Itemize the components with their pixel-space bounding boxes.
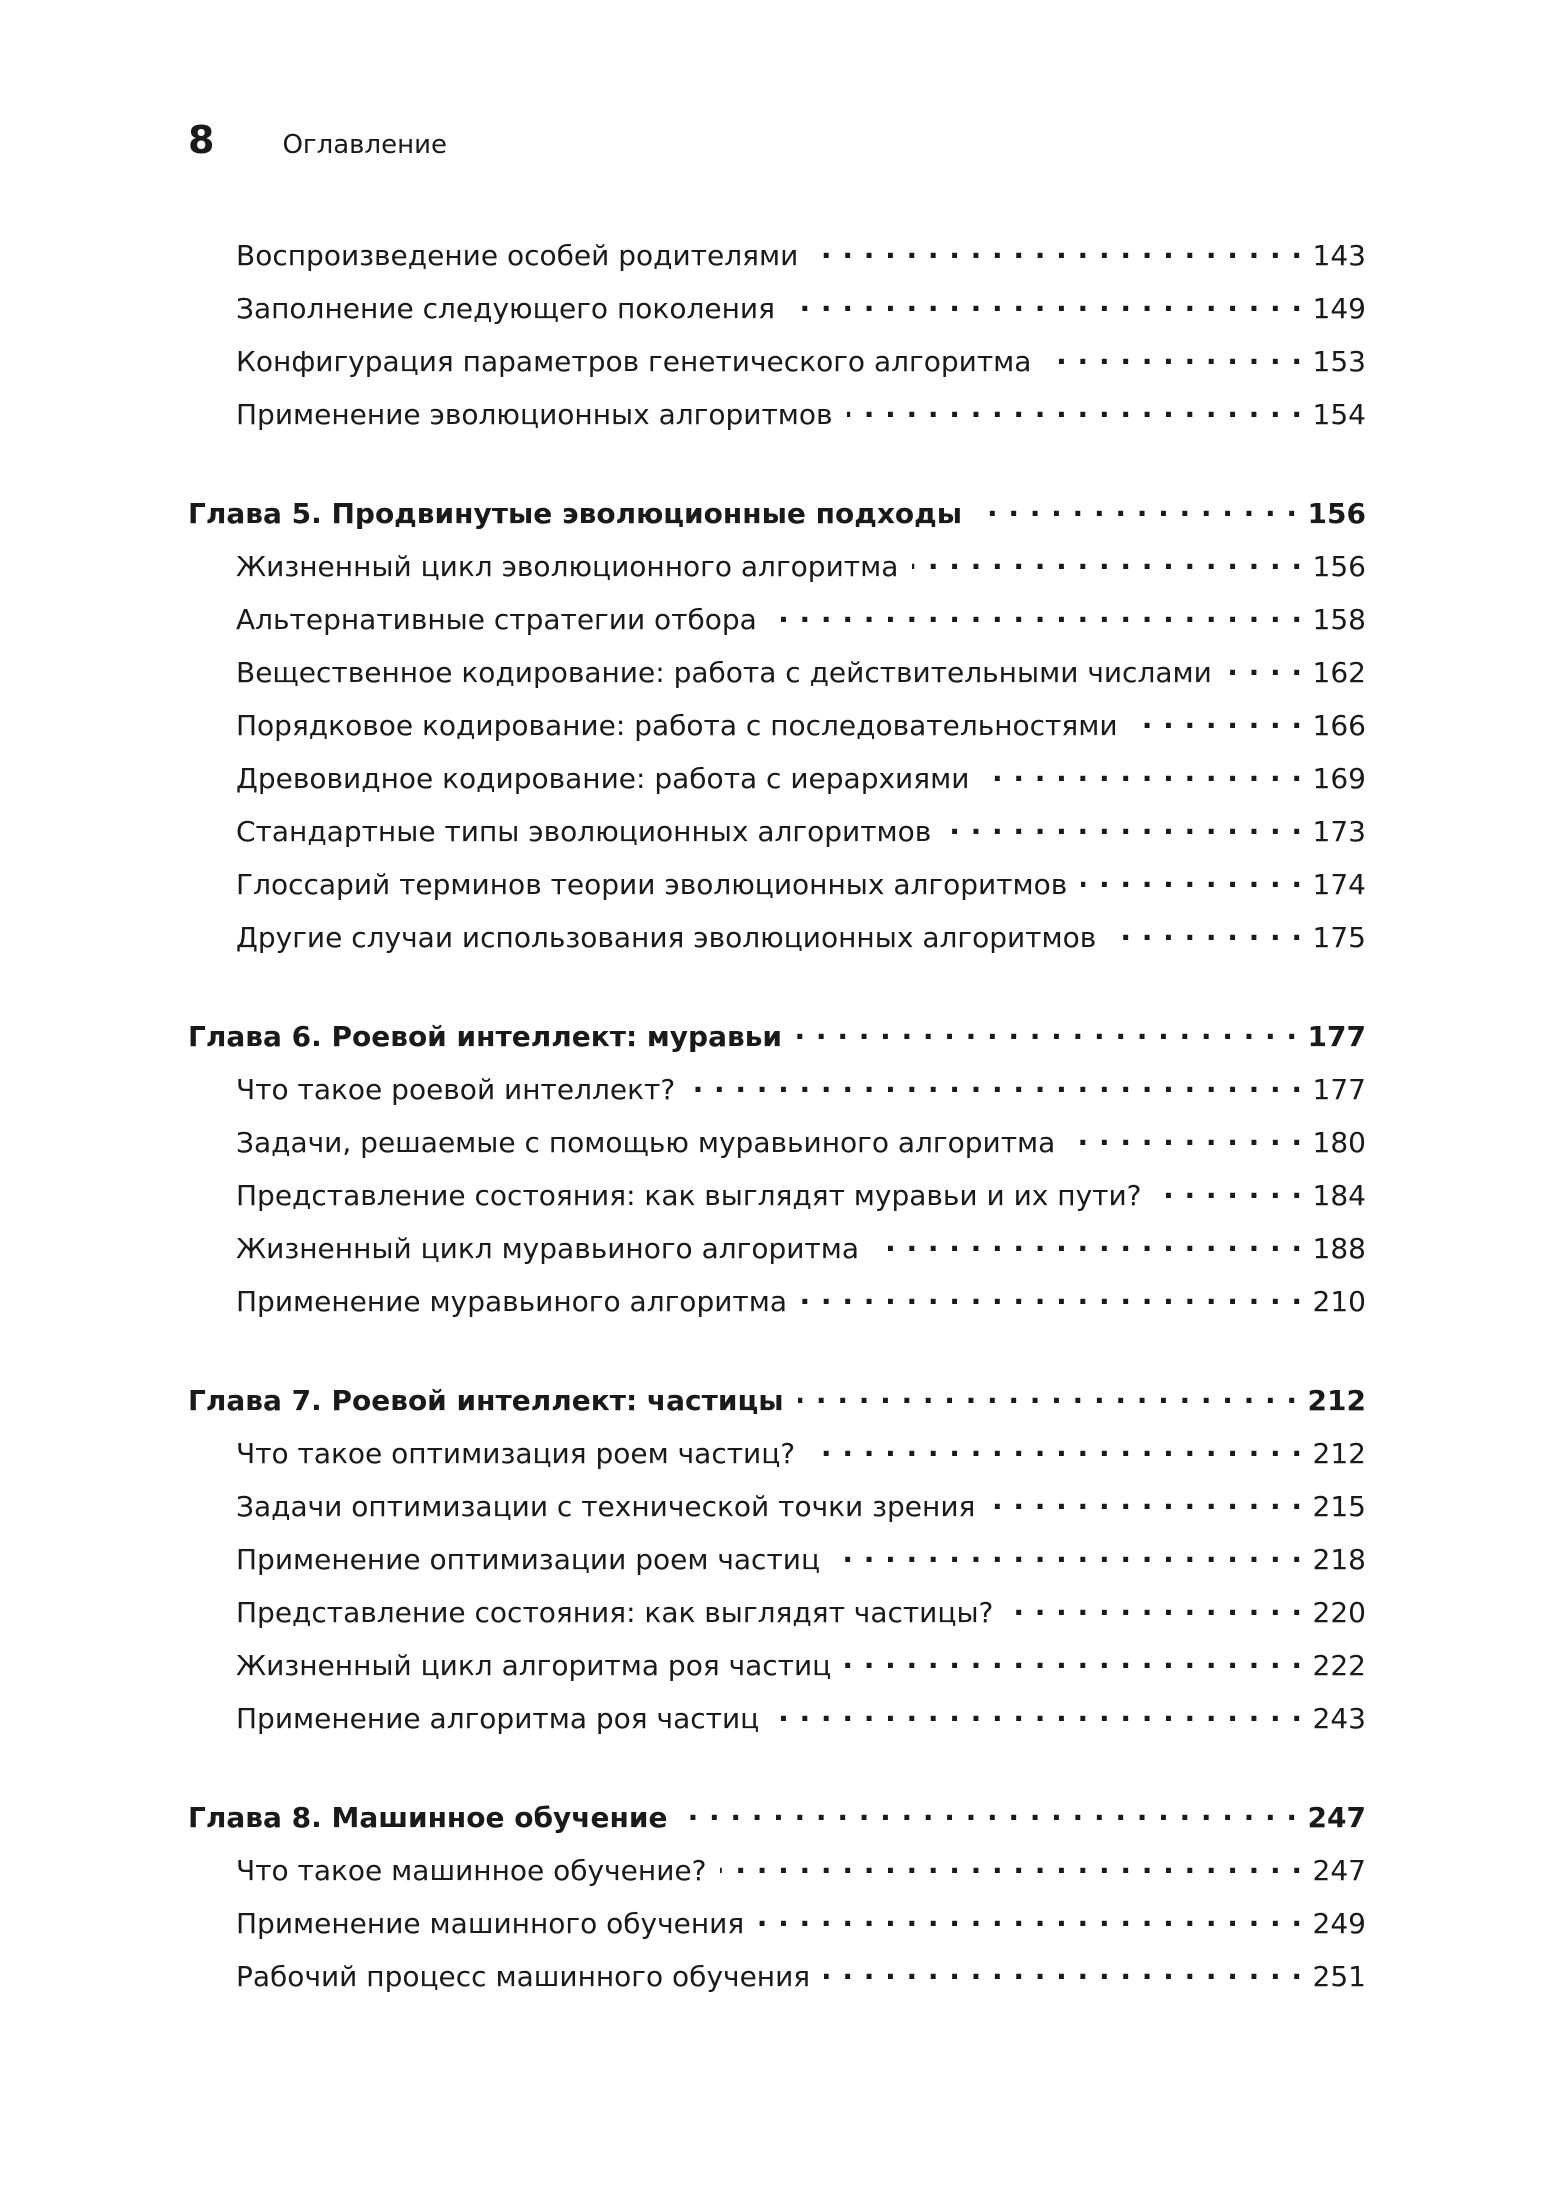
dot-leader (1045, 343, 1302, 371)
dot-leader (809, 1435, 1302, 1463)
dot-leader (812, 237, 1302, 265)
dot-leader (1007, 1594, 1302, 1622)
toc-chapter-row[interactable] (188, 1018, 1366, 1071)
section-page: 184 (1312, 1179, 1366, 1212)
chapter-block (188, 1799, 1366, 2011)
section-title: Конфигурация параметров генетического алгоритма (236, 345, 1032, 378)
toc-section-row[interactable] (188, 396, 1366, 449)
section-page: 210 (1312, 1285, 1366, 1318)
section-title: Порядковое кодирование: работа с последовательностями (236, 709, 1118, 742)
section-page: 218 (1312, 1543, 1366, 1576)
dot-leader (845, 1647, 1302, 1675)
section-title: Заполнение следующего поколения (236, 292, 775, 325)
section-title: Глоссарий терминов теории эволюционных алгоритмов (236, 868, 1068, 901)
intro-sections (188, 237, 1366, 449)
dot-leader (798, 1382, 1298, 1410)
toc-section-row[interactable] (188, 866, 1366, 919)
chapter-title: Глава 5. Продвинутые эволюционные подходы (188, 497, 963, 530)
section-page: 212 (1312, 1437, 1366, 1470)
chapter-page: 177 (1307, 1020, 1366, 1053)
toc-section-row[interactable] (188, 813, 1366, 866)
toc-section-row[interactable] (188, 1541, 1366, 1594)
toc-section-row[interactable] (188, 1488, 1366, 1541)
toc-section-row[interactable] (188, 1852, 1366, 1905)
dot-leader (758, 1905, 1302, 1933)
toc-section-row[interactable] (188, 654, 1366, 707)
toc-section-row[interactable] (188, 919, 1366, 972)
section-title: Рабочий процесс машинного обучения (236, 1960, 811, 1993)
toc-section-row[interactable] (188, 1230, 1366, 1283)
toc-section-row[interactable] (188, 237, 1366, 290)
toc-section-row[interactable] (188, 548, 1366, 601)
dot-leader (796, 1018, 1298, 1046)
dot-leader (976, 495, 1297, 523)
section-page: 174 (1312, 868, 1366, 901)
section-page: 143 (1312, 239, 1366, 272)
section-page: 222 (1312, 1649, 1366, 1682)
section-title: Применение муравьиного алгоритма (236, 1285, 788, 1318)
section-title: Древовидное кодирование: работа с иерархиями (236, 762, 970, 795)
section-title: Что такое машинное обучение? (236, 1854, 707, 1887)
section-title: Стандартные типы эволюционных алгоритмов (236, 815, 932, 848)
chapter-page: 212 (1307, 1384, 1366, 1417)
toc-section-row[interactable] (188, 1177, 1366, 1230)
dot-leader (912, 548, 1302, 576)
section-page: 249 (1312, 1907, 1366, 1940)
section-page: 169 (1312, 762, 1366, 795)
chapter-block (188, 495, 1366, 972)
page-number: 8 (188, 118, 215, 162)
section-title: Жизненный цикл алгоритма роя частиц (236, 1649, 832, 1682)
running-title: Оглавление (282, 130, 447, 160)
dot-leader (1110, 919, 1302, 947)
table-of-contents (188, 237, 1366, 2011)
section-page: 243 (1312, 1702, 1366, 1735)
toc-section-row[interactable] (188, 290, 1366, 343)
dot-leader (773, 1700, 1302, 1728)
dot-leader (1156, 1177, 1303, 1205)
section-page: 149 (1312, 292, 1366, 325)
section-title: Жизненный цикл эволюционного алгоритма (236, 550, 899, 583)
dot-leader (1226, 654, 1303, 682)
section-page: 158 (1312, 603, 1366, 636)
chapter-block (188, 1018, 1366, 1336)
chapter-page: 247 (1307, 1801, 1366, 1834)
dot-leader (983, 760, 1302, 788)
dot-leader (1069, 1124, 1302, 1152)
chapter-block (188, 1382, 1366, 1753)
toc-section-row[interactable] (188, 1958, 1366, 2011)
dot-leader (720, 1852, 1302, 1880)
dot-leader (873, 1230, 1303, 1258)
toc-section-row[interactable] (188, 1700, 1366, 1753)
section-page: 180 (1312, 1126, 1366, 1159)
dot-leader (834, 1541, 1303, 1569)
dot-leader (771, 601, 1303, 629)
section-page: 247 (1312, 1854, 1366, 1887)
dot-leader (1132, 707, 1303, 735)
section-title: Другие случаи использования эволюционных алгоритмов (236, 921, 1097, 954)
section-title: Что такое оптимизация роем частиц? (236, 1437, 796, 1470)
section-title: Представление состояния: как выглядят муравьи и их пути? (236, 1179, 1142, 1212)
page-header (188, 118, 447, 162)
dot-leader (681, 1799, 1297, 1827)
toc-chapter-row[interactable] (188, 495, 1366, 548)
dot-leader (847, 396, 1303, 424)
toc-section-row[interactable] (188, 1435, 1366, 1488)
section-page: 162 (1312, 656, 1366, 689)
section-page: 166 (1312, 709, 1366, 742)
section-title: Представление состояния: как выглядят частицы? (236, 1596, 994, 1629)
chapter-title: Глава 7. Роевой интеллект: частицы (188, 1384, 784, 1417)
toc-section-row[interactable] (188, 1647, 1366, 1700)
section-title: Что такое роевой интеллект? (236, 1073, 676, 1106)
toc-chapter-row[interactable] (188, 1799, 1366, 1852)
toc-section-row[interactable] (188, 1283, 1366, 1336)
toc-section-row[interactable] (188, 1124, 1366, 1177)
dot-leader (824, 1958, 1302, 1986)
section-page: 175 (1312, 921, 1366, 954)
dot-leader (989, 1488, 1302, 1516)
section-title: Вещественное кодирование: работа с действительными числами (236, 656, 1212, 689)
section-page: 156 (1312, 550, 1366, 583)
section-page: 173 (1312, 815, 1366, 848)
dot-leader (689, 1071, 1302, 1099)
dot-leader (1081, 866, 1302, 894)
toc-section-row[interactable] (188, 601, 1366, 654)
section-page: 153 (1312, 345, 1366, 378)
dot-leader (789, 290, 1303, 318)
section-title: Жизненный цикл муравьиного алгоритма (236, 1232, 860, 1265)
dot-leader (945, 813, 1302, 841)
section-title: Задачи, решаемые с помощью муравьиного алгоритма (236, 1126, 1056, 1159)
section-title: Применение эволюционных алгоритмов (236, 398, 833, 431)
section-title: Альтернативные стратегии отбора (236, 603, 757, 636)
chapter-title: Глава 6. Роевой интеллект: муравьи (188, 1020, 783, 1053)
section-title: Применение алгоритма роя частиц (236, 1702, 760, 1735)
section-title: Задачи оптимизации с технической точки зрения (236, 1490, 976, 1523)
toc-section-row[interactable] (188, 707, 1366, 760)
toc-section-row[interactable] (188, 1905, 1366, 1958)
toc-section-row[interactable] (188, 1071, 1366, 1124)
section-page: 177 (1312, 1073, 1366, 1106)
section-title: Применение машинного обучения (236, 1907, 745, 1940)
toc-chapter-row[interactable] (188, 1382, 1366, 1435)
section-page: 154 (1312, 398, 1366, 431)
chapter-page: 156 (1307, 497, 1366, 530)
toc-section-row[interactable] (188, 760, 1366, 813)
toc-section-row[interactable] (188, 343, 1366, 396)
section-title: Применение оптимизации роем частиц (236, 1543, 821, 1576)
section-page: 188 (1312, 1232, 1366, 1265)
dot-leader (801, 1283, 1303, 1311)
section-title: Воспроизведение особей родителями (236, 239, 799, 272)
toc-section-row[interactable] (188, 1594, 1366, 1647)
chapter-title: Глава 8. Машинное обучение (188, 1801, 668, 1834)
section-page: 215 (1312, 1490, 1366, 1523)
section-page: 220 (1312, 1596, 1366, 1629)
section-page: 251 (1312, 1960, 1366, 1993)
